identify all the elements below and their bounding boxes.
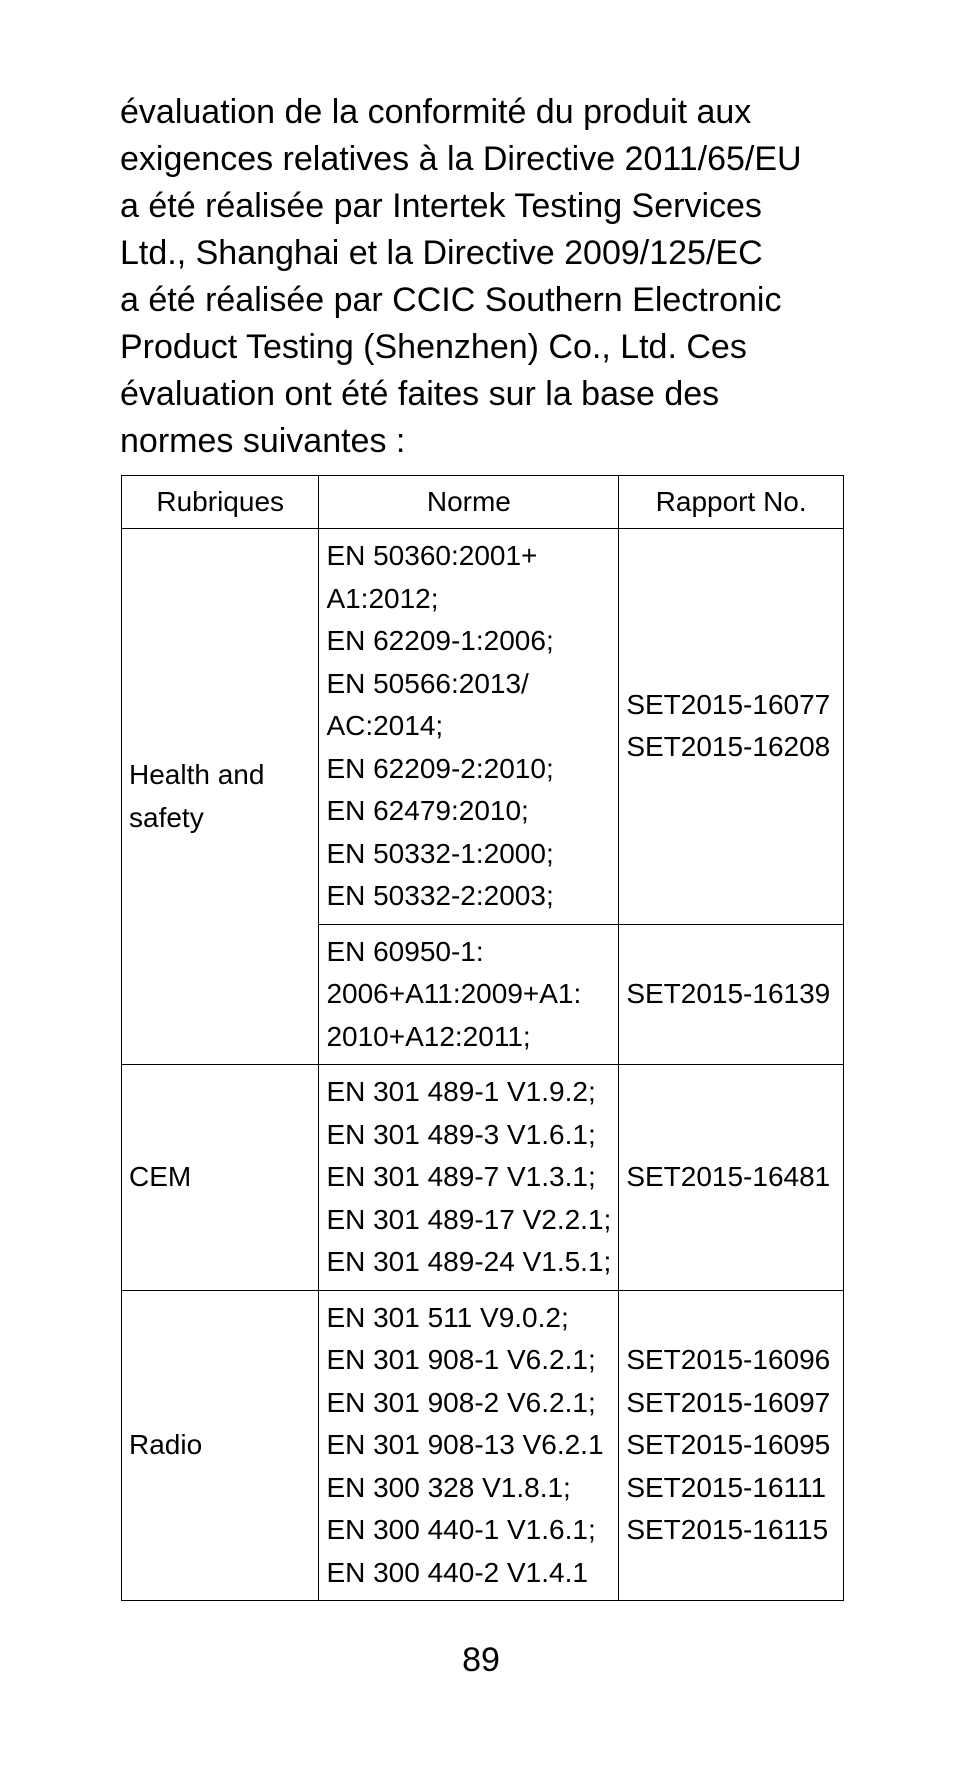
norm-entry: EN 50332-2:2003; [326, 880, 554, 911]
report-cell [619, 924, 844, 1065]
rubrique-health-safety [122, 529, 319, 1065]
norm-entry: EN 50360:2001+ [326, 540, 538, 571]
rubrique-label-line: Health and [129, 759, 265, 790]
intro-line: normes suivantes : [120, 422, 406, 460]
intro-line: évaluation ont été faites sur la base des [120, 375, 720, 413]
norm-cell [319, 924, 619, 1065]
table-row [122, 1290, 844, 1601]
norm-entry: EN 301 908-2 V6.2.1; [326, 1386, 596, 1418]
page-number: 89 [462, 1641, 500, 1679]
report-cell [619, 1065, 844, 1291]
report-number: SET2015-16208 [626, 731, 831, 763]
report-cell [619, 529, 844, 925]
norm-entry: EN 300 328 V1.8.1; [326, 1471, 571, 1503]
norm-entry: EN 60950-1: [326, 935, 484, 967]
report-number: SET2015-16115 [626, 1514, 829, 1545]
norm-cell [319, 529, 619, 925]
norm-entry: EN 301 489-3 V1.6.1; [326, 1118, 596, 1150]
report-number: SET2015-16111 [626, 1471, 827, 1503]
norm-entry: EN 301 489-24 V1.5.1; [326, 1246, 612, 1277]
norm-entry: 2006+A11:2009+A1: [326, 978, 582, 1009]
intro-line: évaluation de la conformité du produit aux [120, 93, 752, 131]
report-number: SET2015-16139 [626, 978, 831, 1009]
report-number: SET2015-16096 [626, 1344, 831, 1375]
report-cell [619, 1290, 844, 1601]
intro-line: Product Testing (Shenzhen) Co., Ltd. Ces [120, 328, 747, 366]
intro-paragraph [120, 89, 880, 465]
rubrique-cem: CEM [122, 1065, 319, 1291]
table-header-row [122, 476, 844, 529]
table-row [122, 1065, 844, 1291]
standards-table [121, 475, 844, 1601]
norm-entry: EN 50332-1:2000; [326, 837, 554, 869]
norm-entry: EN 301 489-7 V1.3.1; [326, 1161, 596, 1192]
rubrique-label-line: safety [129, 801, 204, 833]
header-norme: Norme [319, 476, 619, 529]
intro-line: a été réalisée par CCIC Southern Electronic [120, 281, 782, 319]
norm-entry: AC:2014; [326, 710, 444, 741]
norm-entry: EN 301 489-1 V1.9.2; [326, 1076, 596, 1107]
header-rubriques: Rubriques [122, 476, 319, 529]
report-number: SET2015-16481 [626, 1161, 831, 1192]
norm-entry: EN 301 489-17 V2.2.1; [326, 1203, 612, 1235]
norm-entry: EN 300 440-2 V1.4.1 [326, 1556, 588, 1588]
table-row [122, 529, 844, 925]
intro-line: exigences relatives à la Directive 2011/65/EU [120, 140, 802, 178]
norm-entry: EN 62479:2010; [326, 795, 529, 826]
norm-entry: A1:2012; [326, 582, 439, 614]
norm-entry: EN 301 908-1 V6.2.1; [326, 1344, 596, 1375]
norm-cell [319, 1065, 619, 1291]
header-rapport: Rapport No. [619, 476, 844, 529]
report-number: SET2015-16097 [626, 1386, 831, 1418]
report-number: SET2015-16095 [626, 1429, 831, 1460]
norm-entry: EN 62209-1:2006; [326, 625, 554, 656]
norm-cell [319, 1290, 619, 1601]
norm-entry: EN 62209-2:2010; [326, 752, 554, 784]
norm-entry: EN 50566:2013/ [326, 667, 529, 699]
report-number: SET2015-16077 [626, 688, 831, 720]
norm-entry: EN 301 908-13 V6.2.1 [326, 1429, 604, 1460]
intro-line: Ltd., Shanghai et la Directive 2009/125/EC [120, 234, 763, 272]
rubrique-radio: Radio [122, 1290, 319, 1601]
intro-line: a été réalisée par Intertek Testing Services [120, 187, 762, 225]
norm-entry: 2010+A12:2011; [326, 1020, 531, 1052]
norm-entry: EN 300 440-1 V1.6.1; [326, 1514, 596, 1545]
norm-entry: EN 301 511 V9.0.2; [326, 1301, 569, 1333]
